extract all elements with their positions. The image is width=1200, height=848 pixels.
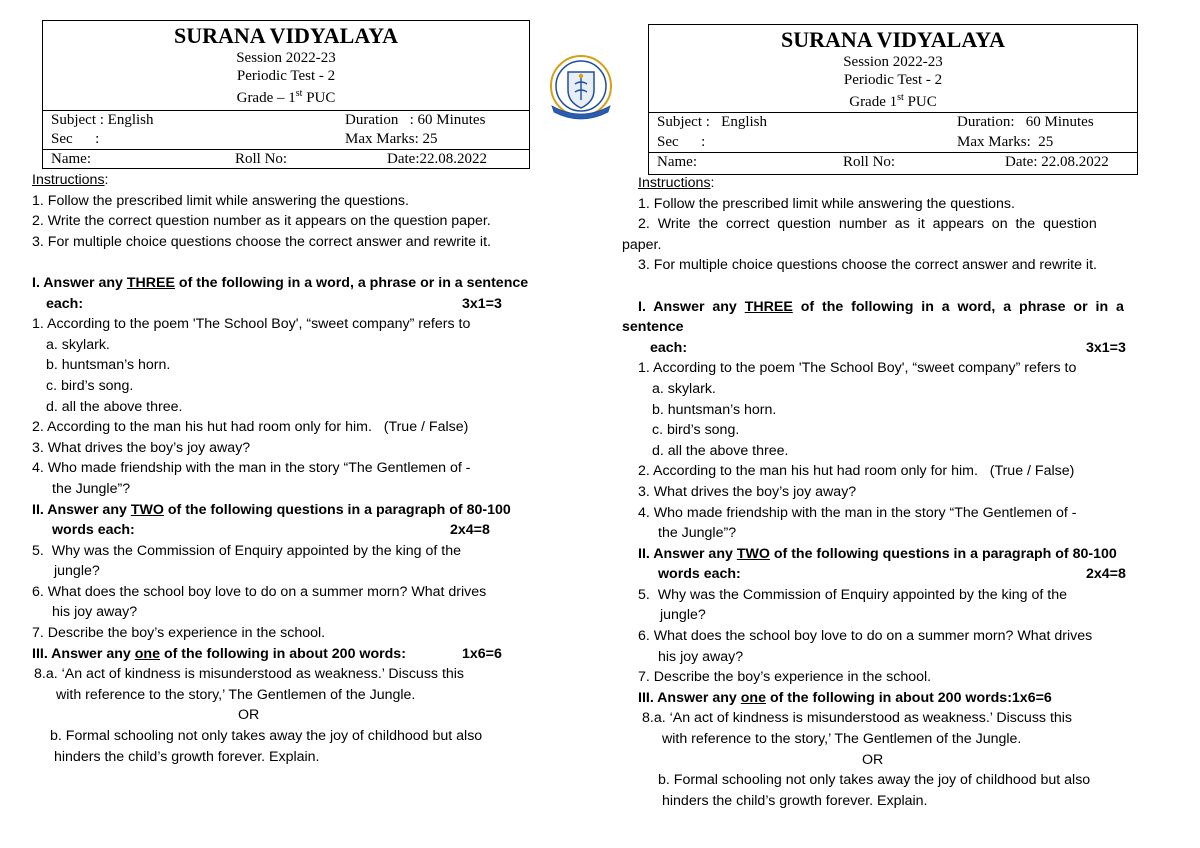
max-marks-label: Max Marks: 25 <box>957 134 1054 150</box>
question-5: 5. Why was the Commission of Enquiry appointed by the king of the <box>638 586 1067 603</box>
roll-label: Roll No: <box>843 154 896 170</box>
test-line: Periodic Test - 2 <box>843 72 943 88</box>
school-name: SURANA VIDYALAYA <box>781 27 1005 52</box>
question-8a-cont: with reference to the story,’ The Gentlemen of the Jungle. <box>56 686 416 703</box>
instructions-heading: Instructions: <box>638 175 715 191</box>
q1-option-d: d. all the above three. <box>652 442 789 459</box>
question-7: 7. Describe the boy’s experience in the school. <box>32 625 326 642</box>
question-6: 6. What does the school boy love to do on a summer morn? What drives <box>32 583 487 600</box>
right-header-box <box>648 24 1138 175</box>
section-2-marks: 2x4=8 <box>450 522 490 539</box>
question-1: 1. According to the poem 'The School Boy', “sweet company” refers to <box>32 316 471 333</box>
right-body <box>622 173 1158 811</box>
subject-row <box>649 112 1137 132</box>
date-label: Date: 22.08.2022 <box>1005 154 1109 170</box>
question-7: 7. Describe the boy’s experience in the school. <box>638 669 932 686</box>
question-4: 4. Who made friendship with the man in the story “The Gentlemen of - <box>32 460 471 477</box>
subject-row <box>43 110 529 130</box>
test-line: Periodic Test - 2 <box>236 68 336 84</box>
or-separator: OR <box>238 707 260 724</box>
duration-label: Duration : 60 Minutes <box>345 112 486 128</box>
section-2-marks: 2x4=8 <box>1086 566 1126 583</box>
question-8b: b. Formal schooling not only takes away the joy of childhood but also <box>50 728 483 745</box>
name-row <box>43 149 529 169</box>
section-2-each: words each: 2x4=8 <box>32 520 562 541</box>
crest-star <box>579 74 583 78</box>
q1-option-b: b. huntsman’s horn. <box>46 357 171 374</box>
q1-option-b: b. huntsman’s horn. <box>652 401 777 418</box>
instruction-2: 2. Write the correct question number as it appears on the question <box>638 216 1097 233</box>
grade-line: Grade – 1st PUC <box>236 88 336 106</box>
session-line: Session 2022-23 <box>843 54 943 70</box>
name-label: Name: <box>51 151 91 167</box>
sec-row <box>649 133 1137 152</box>
section-1-heading: I. Answer any THREE of the following in a word, a phrase or in a <box>638 298 1124 315</box>
question-5: 5. Why was the Commission of Enquiry appointed by the king of the <box>32 542 461 559</box>
question-8b-cont: hinders the child’s growth forever. Explain. <box>662 792 928 809</box>
grade-line: Grade 1st PUC <box>849 92 937 110</box>
question-8b-cont: hinders the child’s growth forever. Explain. <box>54 748 320 765</box>
subject-label: Subject : English <box>51 112 154 128</box>
section-3-heading: III. Answer any one of the following in about 200 words: 1x6=6 <box>32 644 562 665</box>
max-marks-label: Max Marks: 25 <box>345 131 438 147</box>
question-6: 6. What does the school boy love to do on a summer morn? What drives <box>638 628 1093 645</box>
section-3-marks: 1x6=6 <box>462 645 502 662</box>
question-3: 3. What drives the boy’s joy away? <box>638 483 857 500</box>
question-4-cont: the Jungle”? <box>658 525 737 542</box>
roll-label: Roll No: <box>235 151 288 167</box>
name-label: Name: <box>657 154 697 170</box>
q1-option-c: c. bird’s song. <box>46 377 134 394</box>
instruction-1: 1. Follow the prescribed limit while answering the questions. <box>32 192 409 209</box>
question-4-cont: the Jungle”? <box>52 480 131 497</box>
question-8a-cont: with reference to the story,’ The Gentlemen of the Jungle. <box>662 731 1022 748</box>
question-2: 2. According to the man his hut had room only for him. (True / False) <box>32 419 469 436</box>
section-2-heading: II. Answer any TWO of the following questions in a paragraph of 80-100 <box>638 545 1117 562</box>
spacer <box>32 252 562 273</box>
section-3-heading: III. Answer any one of the following in about 200 words:1x6=6 <box>638 689 1052 706</box>
or-separator: OR <box>862 751 884 768</box>
q1-option-c: c. bird’s song. <box>652 422 740 439</box>
instruction-1: 1. Follow the prescribed limit while answering the questions. <box>638 195 1015 212</box>
section-3-marks: 1x6=6 <box>1011 689 1052 706</box>
question-5-cont: jungle? <box>54 563 100 580</box>
question-6-cont: his joy away? <box>52 604 138 621</box>
q1-option-a: a. skylark. <box>652 380 716 397</box>
sec-label: Sec : <box>51 131 100 147</box>
question-2: 2. According to the man his hut had room only for him. (True / False) <box>638 463 1075 480</box>
question-3: 3. What drives the boy’s joy away? <box>32 439 251 456</box>
section-1-heading: I. Answer any THREE of the following in a word, a phrase or in a sentence <box>32 274 529 291</box>
school-crest-logo <box>546 52 616 124</box>
subject-label: Subject : English <box>657 114 767 130</box>
q1-option-a: a. skylark. <box>46 336 110 353</box>
left-body <box>32 170 562 767</box>
section-2-each: words each: 2x4=8 <box>622 564 1158 585</box>
section-1-marks: 3x1=3 <box>462 295 502 312</box>
date-label: Date:22.08.2022 <box>387 151 487 167</box>
section-1-each: each: 3x1=3 <box>622 338 1158 359</box>
section-1-marks: 3x1=3 <box>1086 339 1126 356</box>
name-row <box>649 152 1137 172</box>
question-4: 4. Who made friendship with the man in the story “The Gentlemen of - <box>638 504 1077 521</box>
section-1-heading-cont: sentence <box>622 319 684 336</box>
question-5-cont: jungle? <box>660 607 706 624</box>
school-name: SURANA VIDYALAYA <box>174 23 398 48</box>
section-2-heading: II. Answer any TWO of the following questions in a paragraph of 80-100 <box>32 501 511 518</box>
instructions-heading: Instructions: <box>32 172 109 188</box>
instruction-2-cont: paper. <box>622 236 662 253</box>
question-8a: 8.a. ‘An act of kindness is misunderstood as weakness.’ Discuss this <box>642 710 1073 727</box>
question-6-cont: his joy away? <box>658 648 744 665</box>
question-8a: 8.a. ‘An act of kindness is misunderstood as weakness.’ Discuss this <box>34 666 465 683</box>
section-1-each: each: 3x1=3 <box>32 294 562 315</box>
spacer <box>622 276 1158 297</box>
question-1: 1. According to the poem 'The School Boy', “sweet company” refers to <box>638 360 1077 377</box>
instruction-3: 3. For multiple choice questions choose the correct answer and rewrite it. <box>638 257 1097 274</box>
duration-label: Duration: 60 Minutes <box>957 114 1094 130</box>
sec-row <box>43 130 529 149</box>
q1-option-d: d. all the above three. <box>46 398 183 415</box>
session-line: Session 2022-23 <box>236 50 336 66</box>
instruction-3: 3. For multiple choice questions choose the correct answer and rewrite it. <box>32 233 491 250</box>
instruction-2: 2. Write the correct question number as it appears on the question paper. <box>32 213 491 230</box>
sec-label: Sec : <box>657 134 706 150</box>
left-header-box <box>42 20 530 169</box>
question-8b: b. Formal schooling not only takes away the joy of childhood but also <box>658 772 1091 789</box>
